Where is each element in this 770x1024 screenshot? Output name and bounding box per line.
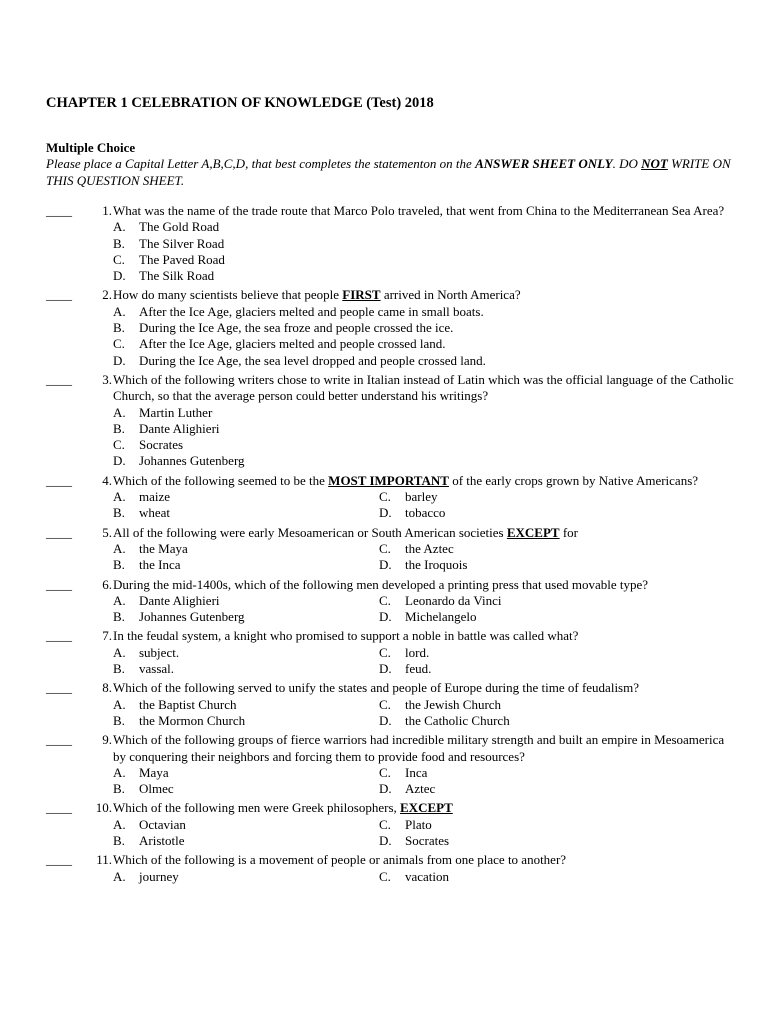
answer-option (379, 609, 645, 625)
option-text: feud. (405, 661, 432, 677)
option-text: After the Ice Age, glaciers melted and people crossed land. (139, 336, 446, 352)
option-text: vacation (405, 868, 450, 884)
question-emphasis: EXCEPT (400, 800, 453, 816)
option-letter: B. (113, 505, 125, 521)
option-letter: A. (113, 868, 126, 884)
option-text: Maya (139, 764, 169, 780)
instructions-text-2: . DO (612, 156, 642, 171)
option-letter: D. (113, 453, 126, 469)
question-sheet (46, 95, 736, 888)
answer-option (379, 661, 645, 677)
option-letter: A. (113, 404, 126, 420)
instructions-emphasis: ANSWER SHEET ONLY (475, 156, 613, 171)
option-text: lord. (405, 644, 430, 660)
answer-option (379, 781, 645, 797)
question-item (46, 680, 736, 729)
option-text: subject. (139, 644, 180, 660)
answer-option (113, 336, 736, 352)
option-letter: A. (113, 764, 126, 780)
question-emphasis: EXCEPT (506, 524, 560, 540)
answer-blank: ____ (46, 680, 72, 696)
question-item (46, 732, 736, 797)
option-text: the Maya (139, 540, 188, 556)
option-letter: D. (113, 352, 126, 368)
answer-option (113, 489, 379, 505)
option-text: Aristotle (139, 832, 185, 848)
option-text: tobacco (405, 505, 446, 521)
answer-option (113, 252, 736, 268)
question-item (46, 628, 736, 677)
question-stem (113, 680, 736, 696)
question-number: 11. (96, 852, 112, 868)
option-letter: C. (379, 696, 391, 712)
option-text: the Catholic Church (405, 712, 510, 728)
answer-option (379, 489, 645, 505)
question-text-end: arrived in North America? (380, 287, 521, 303)
question-item (46, 852, 736, 885)
question-text: Which of the following groups of fierce warriors had incredible military strength and built an empire in Mesoamerica by conquering their neighbors and forcing them to provide food and resources? (113, 732, 725, 764)
question-number: 9. (102, 732, 112, 748)
answer-options (113, 817, 736, 850)
answer-option (379, 593, 645, 609)
option-text: the Inca (139, 557, 181, 573)
answer-option (113, 304, 736, 320)
question-text: Which of the following served to unify the states and people of Europe during the time of feudalism? (113, 680, 639, 696)
option-letter: C. (379, 816, 391, 832)
option-letter: B. (113, 420, 125, 436)
option-letter: D. (113, 268, 126, 284)
option-text: vassal. (139, 661, 175, 677)
answer-option (379, 833, 645, 849)
answer-option (113, 505, 379, 521)
answer-option (113, 833, 379, 849)
answer-option (113, 713, 379, 729)
option-letter: C. (379, 764, 391, 780)
option-text: After the Ice Age, glaciers melted and people came in small boats. (139, 303, 484, 319)
answer-options (113, 765, 736, 798)
option-text: During the Ice Age, the sea froze and people crossed the ice. (139, 320, 454, 336)
answer-option (113, 781, 379, 797)
option-text: The Gold Road (139, 219, 220, 235)
option-letter: A. (113, 219, 126, 235)
option-text: the Aztec (405, 540, 454, 556)
page-title: CHAPTER 1 CELEBRATION OF KNOWLEDGE (Test) 2018 (46, 95, 434, 111)
option-letter: A. (113, 816, 126, 832)
answer-option (379, 541, 645, 557)
option-text: Michelangelo (405, 609, 477, 625)
answer-option (379, 713, 645, 729)
answer-blank: ____ (46, 287, 72, 303)
option-text: The Silver Road (139, 235, 225, 251)
answer-option (379, 765, 645, 781)
instructions-text-3: WRITE ON THIS QUESTION SHEET. (46, 156, 731, 188)
option-text: During the Ice Age, the sea level dropped and people crossed land. (139, 352, 486, 368)
question-stem (113, 525, 736, 541)
question-text-end: of the early crops grown by Native Americans? (448, 472, 699, 488)
option-text: wheat (139, 505, 171, 521)
option-text: maize (139, 489, 171, 505)
question-text: What was the name of the trade route that Marco Polo traveled, that went from China to the Mediterranean Sea Area? (113, 203, 725, 218)
answer-option (113, 593, 379, 609)
question-stem (113, 473, 736, 489)
option-letter: D. (379, 712, 392, 728)
question-text: Which of the following is a movement of people or animals from one place to another? (113, 852, 567, 868)
question-item (46, 525, 736, 574)
answer-option (113, 219, 736, 235)
question-number: 2. (102, 287, 112, 303)
answer-option (113, 236, 736, 252)
option-letter: D. (379, 505, 392, 521)
answer-blank: ____ (46, 800, 72, 816)
answer-options (113, 405, 736, 470)
option-letter: C. (379, 644, 391, 660)
option-letter: D. (379, 781, 392, 797)
question-text: Which of the following seemed to be the (113, 472, 329, 488)
answer-option (113, 645, 379, 661)
question-item (46, 800, 736, 849)
question-item (46, 577, 736, 626)
option-text: Aztec (405, 781, 436, 797)
answer-options (113, 645, 736, 678)
answer-option (113, 869, 379, 885)
question-item (46, 287, 736, 368)
option-letter: A. (113, 540, 126, 556)
instructions-underline: NOT (641, 156, 668, 171)
answer-options (113, 541, 736, 574)
question-stem (113, 800, 736, 816)
answer-option (379, 869, 645, 885)
question-stem (113, 287, 736, 303)
option-text: Socrates (405, 832, 450, 848)
question-text: How do many scientists believe that people (113, 287, 343, 303)
answer-option (379, 697, 645, 713)
answer-option (113, 541, 379, 557)
instructions (46, 156, 736, 189)
option-letter: B. (113, 235, 125, 251)
answer-option (113, 421, 736, 437)
answer-option (113, 453, 736, 469)
answer-option (113, 661, 379, 677)
answer-blank: ____ (46, 524, 72, 540)
answer-options (113, 489, 736, 522)
option-text: barley (405, 489, 438, 505)
option-text: The Silk Road (139, 268, 215, 284)
option-letter: B. (113, 832, 125, 848)
option-text: Plato (405, 816, 432, 832)
answer-option (113, 817, 379, 833)
answer-blank: ____ (46, 472, 72, 488)
option-text: the Jewish Church (405, 696, 502, 712)
question-text: Which of the following writers chose to write in Italian instead of Latin which was the official language of the Catholic Church, so that the average person could better understand his writings? (113, 371, 734, 404)
question-stem (113, 852, 736, 868)
option-text: journey (139, 868, 179, 884)
answer-option (113, 405, 736, 421)
answer-option (113, 765, 379, 781)
question-stem (113, 372, 736, 405)
option-letter: C. (379, 868, 391, 884)
option-text: Leonardo da Vinci (405, 592, 502, 608)
question-stem (113, 628, 736, 644)
question-number: 7. (102, 628, 112, 644)
answer-blank: ____ (46, 576, 72, 592)
option-text: the Iroquois (405, 557, 468, 573)
option-text: Inca (405, 764, 428, 780)
instructions-text: Please place a Capital Letter A,B,C,D, that best completes the statementon on the (46, 156, 476, 171)
question-stem (113, 577, 736, 593)
option-text: The Paved Road (139, 251, 225, 267)
answer-option (113, 437, 736, 453)
answer-blank: ____ (46, 852, 72, 868)
option-text: Socrates (139, 437, 184, 453)
option-letter: B. (113, 609, 125, 625)
question-number: 10. (95, 800, 112, 816)
option-text: Dante Alighieri (139, 420, 220, 436)
question-text: In the feudal system, a knight who promised to support a noble in battle was called what? (113, 628, 579, 644)
answer-option (113, 268, 736, 284)
option-text: Martin Luther (139, 404, 213, 420)
question-number: 1. (102, 203, 112, 218)
question-text: All of the following were early Mesoamerican or South American societies (113, 524, 507, 540)
question-stem (113, 203, 736, 219)
option-letter: C. (379, 489, 391, 505)
option-letter: D. (379, 661, 392, 677)
option-letter: C. (113, 437, 125, 453)
option-letter: C. (113, 251, 125, 267)
option-letter: A. (113, 489, 126, 505)
answer-option (113, 557, 379, 573)
question-emphasis: FIRST (342, 287, 381, 303)
option-text: Olmec (139, 781, 174, 797)
option-letter: B. (113, 320, 125, 336)
answer-blank: ____ (46, 203, 72, 218)
answer-options (113, 219, 736, 284)
answer-blank: ____ (46, 732, 72, 748)
option-text: the Baptist Church (139, 696, 237, 712)
answer-options (113, 869, 736, 885)
answer-option (113, 697, 379, 713)
answer-option (113, 609, 379, 625)
answer-option (113, 353, 736, 369)
answer-option (379, 645, 645, 661)
question-item (46, 372, 736, 470)
question-number: 4. (102, 472, 112, 488)
answer-options (113, 304, 736, 369)
option-text: Octavian (139, 816, 186, 832)
question-stem (113, 732, 736, 765)
option-letter: A. (113, 644, 126, 660)
option-letter: C. (379, 540, 391, 556)
question-list (46, 203, 736, 885)
option-letter: A. (113, 303, 126, 319)
option-letter: D. (379, 832, 392, 848)
answer-options (113, 697, 736, 730)
option-letter: B. (113, 661, 125, 677)
answer-blank: ____ (46, 628, 72, 644)
question-item (46, 203, 736, 284)
section-heading: Multiple Choice (46, 140, 136, 155)
option-letter: B. (113, 557, 125, 573)
question-number: 3. (102, 371, 112, 387)
question-number: 5. (102, 524, 112, 540)
question-item (46, 473, 736, 522)
answer-option (379, 557, 645, 573)
option-letter: B. (113, 781, 125, 797)
question-number: 6. (102, 576, 112, 592)
question-text: Which of the following men were Greek philosophers, (113, 800, 401, 816)
answer-option (379, 505, 645, 521)
option-letter: D. (379, 557, 392, 573)
answer-option (113, 320, 736, 336)
answer-options (113, 593, 736, 626)
answer-blank: ____ (46, 371, 72, 387)
option-text: Johannes Gutenberg (139, 609, 245, 625)
option-text: the Mormon Church (139, 712, 246, 728)
option-letter: C. (379, 592, 391, 608)
option-text: Dante Alighieri (139, 592, 220, 608)
option-letter: B. (113, 712, 125, 728)
question-text-end: for (559, 524, 579, 540)
question-emphasis: MOST IMPORTANT (328, 472, 449, 488)
question-text: During the mid-1400s, which of the following men developed a printing press that used movable type? (113, 576, 649, 592)
answer-option (379, 817, 645, 833)
question-number: 8. (102, 680, 112, 696)
option-text: Johannes Gutenberg (139, 453, 245, 469)
option-letter: A. (113, 696, 126, 712)
option-letter: C. (113, 336, 125, 352)
option-letter: D. (379, 609, 392, 625)
option-letter: A. (113, 592, 126, 608)
